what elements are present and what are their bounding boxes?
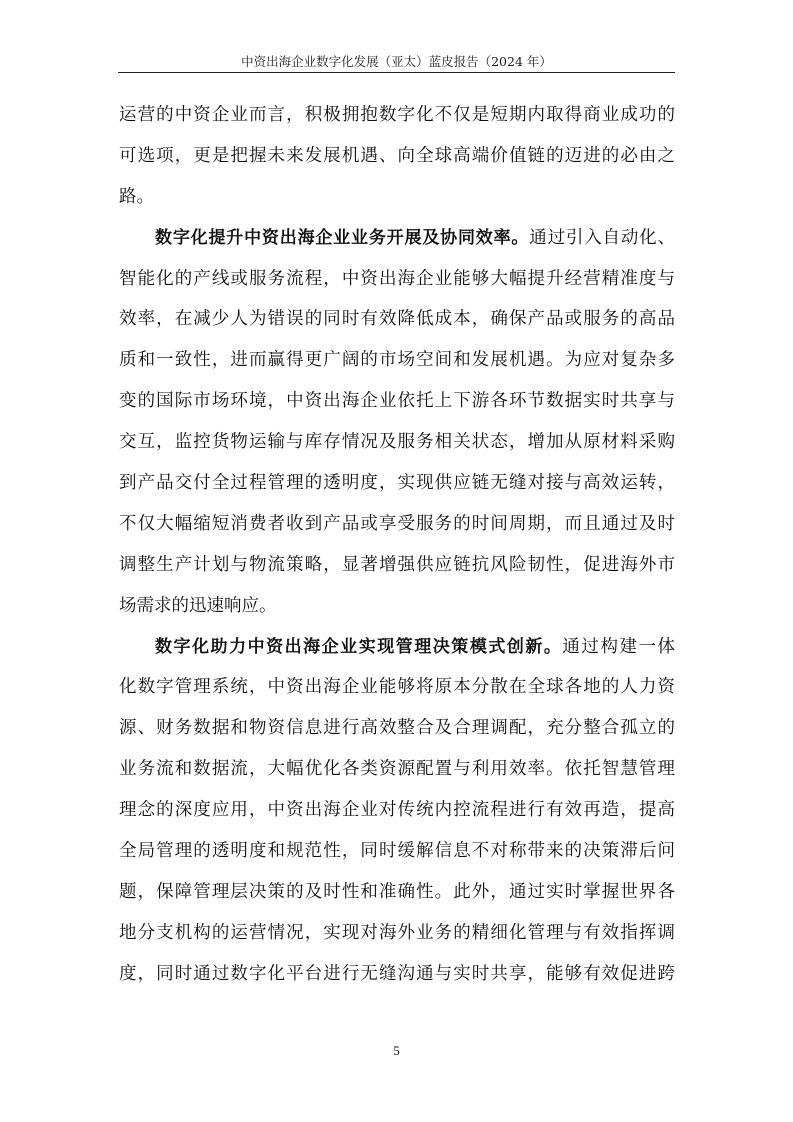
text-line: 运营的中资企业而言，积极拥抱数字化不仅是短期内取得商业成功的 bbox=[119, 105, 675, 125]
paragraph-1 bbox=[119, 95, 675, 218]
running-header: 中资出海企业数字化发展（亚太）蓝皮报告（2024 年） bbox=[241, 54, 552, 69]
text-run: 通过引入自动化、 bbox=[529, 227, 675, 248]
text-line: 地分支机构的运营情况，实现对海外业务的精细化管理与有效指挥调 bbox=[119, 922, 675, 943]
header-rule bbox=[118, 72, 675, 73]
text-line: 路。 bbox=[119, 186, 154, 207]
text-line bbox=[119, 218, 675, 259]
body-text bbox=[119, 95, 675, 995]
text-line: 变的国际市场环境，中资出海企业依托上下游各环节数据实时共享与 bbox=[119, 391, 675, 412]
text-line: 源、财务数据和物资信息进行高效整合及合理调配，充分整合孤立的 bbox=[119, 718, 675, 739]
paragraph-3 bbox=[119, 627, 675, 995]
text-line: 题，保障管理层决策的及时性和准确性。此外，通过实时掌握世界各 bbox=[119, 881, 675, 902]
text-line: 可选项，更是把握未来发展机遇、向全球高端价值链的迈进的必由之 bbox=[119, 145, 675, 166]
text-line: 效率，在减少人为错误的同时有效降低成本，确保产品或服务的高品 bbox=[119, 309, 675, 330]
text-line: 质和一致性，进而赢得更广阔的市场空间和发展机遇。为应对复杂多 bbox=[119, 350, 675, 371]
page-number: 5 bbox=[393, 1043, 400, 1058]
paragraph-heading: 数字化助力中资出海企业实现管理决策模式创新。 bbox=[155, 636, 563, 657]
text-line: 化数字管理系统，中资出海企业能够将原本分散在全球各地的人力资 bbox=[119, 677, 675, 698]
text-line: 调整生产计划与物流策略，显著增强供应链抗风险韧性，促进海外市 bbox=[119, 554, 675, 575]
text-line: 到产品交付全过程管理的透明度，实现供应链无缝对接与高效运转， bbox=[119, 473, 675, 494]
text-run: 通过构建一体 bbox=[562, 636, 675, 657]
text-line: 业务流和数据流，大幅优化各类资源配置与利用效率。依托智慧管理 bbox=[119, 759, 675, 780]
text-line: 智能化的产线或服务流程，中资出海企业能够大幅提升经营精准度与 bbox=[119, 268, 675, 289]
text-line: 不仅大幅缩短消费者收到产品或享受服务的时间周期，而且通过及时 bbox=[119, 513, 675, 534]
paragraph-2 bbox=[119, 218, 675, 627]
text-line: 理念的深度应用，中资出海企业对传统内控流程进行有效再造，提高 bbox=[119, 800, 675, 821]
paragraph-heading: 数字化提升中资出海企业业务开展及协同效率。 bbox=[155, 227, 530, 248]
text-line: 度，同时通过数字化平台进行无缝沟通与实时共享，能够有效促进跨 bbox=[119, 963, 675, 984]
text-line bbox=[119, 627, 675, 668]
text-line: 场需求的迅速响应。 bbox=[119, 595, 277, 616]
text-line: 全局管理的透明度和规范性，同时缓解信息不对称带来的决策滞后问 bbox=[119, 841, 675, 862]
text-line: 交互，监控货物运输与库存情况及服务相关状态，增加从原材料采购 bbox=[119, 432, 675, 453]
